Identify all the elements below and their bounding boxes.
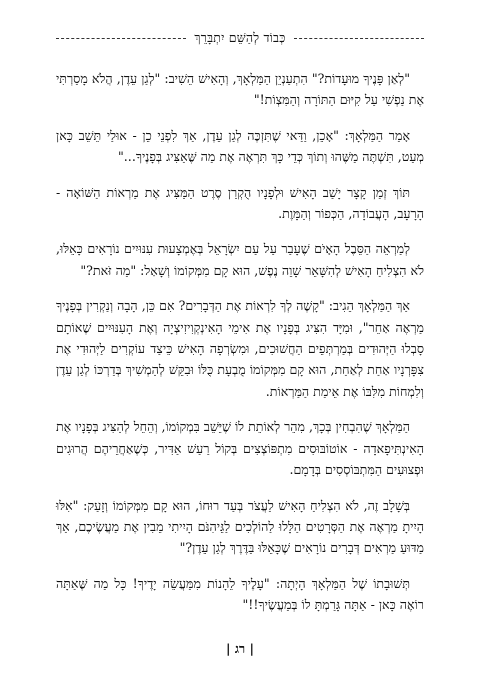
- paragraph-6: הַמַּלְאָךְ שֶׁהִבְחִין בְּכָךְ, מִהֵר לְאוֹתֵת לוֹ שֶׁיֵּשֵׁב בִּמְקוֹמוֹ, וְהֵחֵל לְהַצִּיג בְּפָנָיו אֶת הָאִינְתִּיפָאדָה - אוֹטוֹבּוּסִים מִתְפּוֹצְצִים בְּקוֹל רַעַשׁ אַדִּיר, כְּשֶׁאַחֲרֵיהֶם הֲרוּגִים וּפְצוּעִים הַמִּתְבּוֹסְסִים בְּדָמָם.: [56, 419, 424, 478]
- paragraph-8: תְּשׁוּבָתוֹ שֶׁל הַמַּלְאָךְ הָיְתָה: "עָלֶיךָ לֵהָנוֹת מִמַּעֲשֵׂה יָדֶיךָ! כָּל מַה שֶּׁאַתָּה רוֹאֶה כָּאן - אַתָּה גָּרַמְתָּ לוֹ בְּמַעֲשֶׂיךָ!!": [56, 575, 424, 613]
- paragraph-1: "לְאַן פָּנֶיךָ מוּעָדוֹת?" הִתְעַנְיֵן הַמַּלְאָךְ, וְהָאִישׁ הֵשִׁיב: "לְגַן עֵדֶן, הֲלֹא מָסַרְתִּי אֶת נַפְשִׁי עַל קִיּוּם הַתּוֹרָה וְהַמִּצְוֹת!": [56, 71, 424, 108]
- running-header: [56, 28, 424, 48]
- paragraph-7: בְּשָׁלָב זֶה, לֹא הִצְלִיחַ הָאִישׁ לַעֲצֹר בְּעַד רוּחוֹ, הוּא קָם מִמְּקוֹמוֹ וְזָעַק: "אִלּוּ הָיִיתָ מַרְאֶה אֶת הַסְּרָטִים הַלָּלוּ לַהוֹלְכִים לַגֵּיהִנֹּם הָיִיתִי מֵבִין אֶת מַעֲשֶׂיכֶם, אַךְ מַדּוּעַ מַרְאִים דְּבָרִים נוֹרָאִים שֶׁכָּאֵלּוּ בַּדֶּרֶךְ לְגַן עֵדֶן?": [56, 497, 424, 556]
- paragraph-5: אַךְ הַמַּלְאָךְ הֵגִיב: "קָשֶׁה לְךָ לִרְאוֹת אֶת הַדְּבָרִים? אִם כֵּן, הָבָה וְנַקְרִין בְּפָנֶיךָ מַרְאֶה אַחֵר", וּמִיָּד הִצִּיג בְּפָנָיו אֶת אִימֵי הָאִינְקְוִיזִיצְיָה וְאֶת הָעִנּוּיִים שֶׁאוֹתָם סָבְלוּ הַיְּהוּדִים בְּמַרְתְּפֵים הַחֲשׁוּכִים, וּמִשְׂרְפָה הָאִישׁ כֵּיצַד עוֹקְרִים לַיְּהוּדִי אֶת צִפָּרְנָיו אַחַת לְאַחַת, הוּא קָם מִמְּקוֹמוֹ מֻבְעָת כֻּלּוֹ וּבִקֵּשׁ לְהַמְשִׁיךְ בְּדַרְכּוֹ לְגַן עֵדֶן וְלִמְחוֹת מִלִּבּוֹ אֶת אֵימַת הַמַּרְאוֹת.: [56, 298, 424, 399]
- paragraph-4: לְמַרְאֵה הַסֵּבֶל הָאָיֹם שֶׁעָבַר עַל עַם יִשְׂרָאֵל בְּאֶמְצָעוּת עִנּוּיִים נוֹרָאִים כָּאֵלּוּ, לֹא הִצְלִיחַ הָאִישׁ לְהִשָּׁאֵר שָׁוֵה נֶפֶשׁ, הוּא קָם מִמְּקוֹמוֹ וְשָׁאַל: "מַה זֹּאת?": [56, 241, 424, 278]
- header-rule-right: [294, 38, 424, 39]
- header-title: כְּבוֹד לְהַשֵּׁם יִתְבָּרֵךְ: [194, 30, 286, 45]
- page-number: | רג |: [225, 641, 255, 656]
- header-rule-left: [56, 38, 186, 39]
- body-text: [56, 68, 424, 616]
- paragraph-2: אָמַר הַמַּלְאָךְ: "אָכֵן, וַדַּאי שֶׁתִּזְכֶּה לְגַן עֵדֶן, אַךְ לִפְנֵי כֵן - אוּלַי תֵּשֵׁב כָּאן מְעַט, תִּשְׁתֶּה מַשֶּׁהוּ וְתוֹךְ כְּדֵי כָּךְ תִּרְאֶה אֶת מַה שֶּׁאַצִּיג בְּפָנֶיךָ...": [56, 127, 424, 165]
- paragraph-3: תּוֹךְ זְמַן קָצָר יָשַׁב הָאִישׁ וּלְפָנָיו הֻקְרַן סֶרֶט הַמַּצִּיג אֶת מַרְאוֹת הַשּׁוֹאָה - הָרָעָב, הָעֲבוֹדָה, הַכְּפוֹר וְהַמָּוֶת.: [56, 184, 424, 222]
